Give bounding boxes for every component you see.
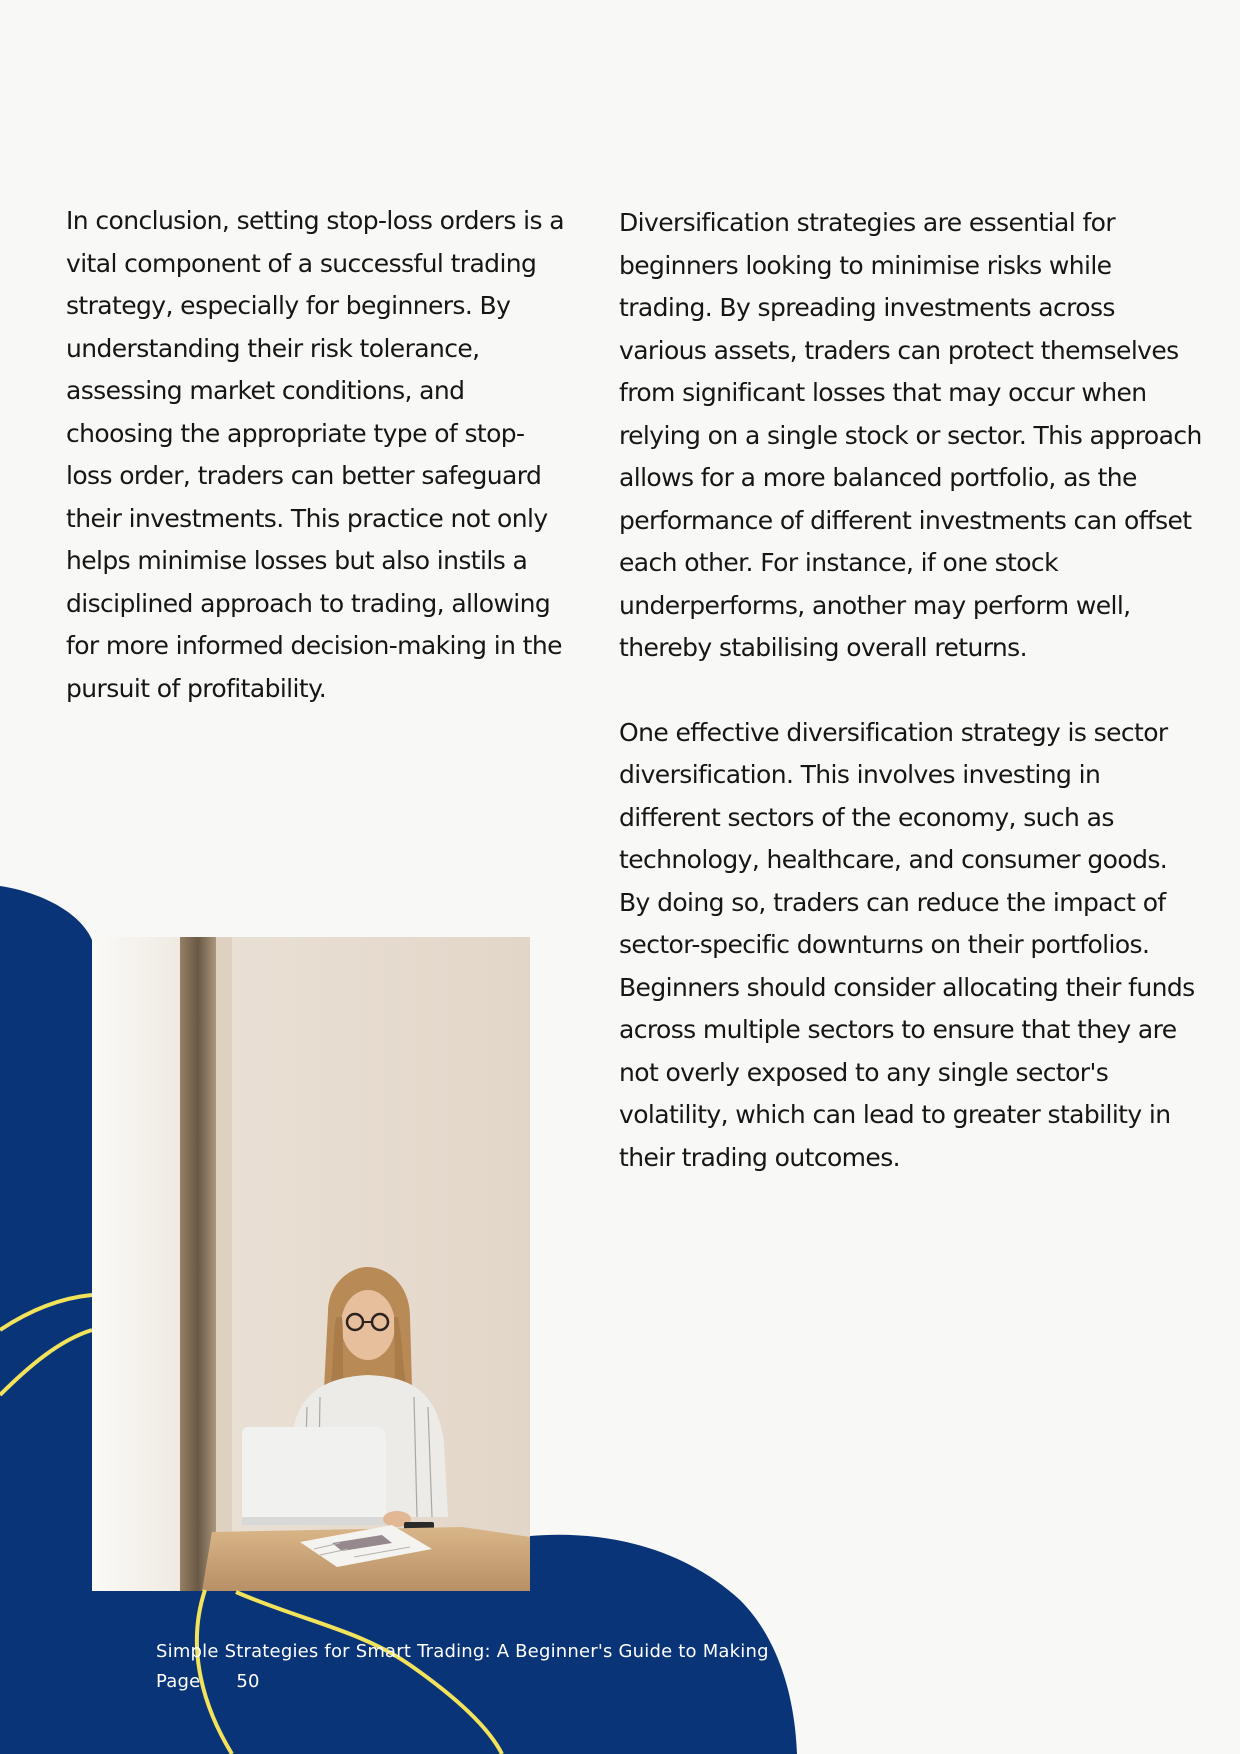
diversification-paragraph: Diversification strategies are essential for beginners looking to minimise risks while trading. By spreading investments across various assets, traders can protect themselves from significant losses that may occur when relying on a single stock or sector. This approach allows for a more balanced portfolio, as the performance of different investments can offset each other. For instance, if one stock underperforms, another may perform well, thereby stabilising overall returns. (619, 208, 1202, 662)
footer-book-title: Simple Strategies for Smart Trading: A Beginner's Guide to Making (156, 1641, 769, 1662)
footer-page-number: 50 (236, 1671, 260, 1692)
left-column (66, 200, 566, 710)
right-column (619, 202, 1204, 1179)
sector-diversification-paragraph: One effective diversification strategy is sector diversification. This involves investing in different sectors of the economy, such as technology, healthcare, and consumer goods. By doing so, traders can reduce the impact of sector-specific downturns on their portfolios. Beginners should consider allocating their funds across multiple sectors to ensure that they are not overly exposed to any single sector's volatility, which can lead to greater stability in their trading outcomes. (619, 717, 1195, 1172)
page-footer (156, 1637, 796, 1697)
footer-page-label: Page (156, 1671, 201, 1692)
footer-page-line (156, 1667, 796, 1697)
conclusion-paragraph: In conclusion, setting stop-loss orders is a vital component of a successful trading strategy, especially for beginners. By understanding their risk tolerance, assessing market conditions, and choosing the appropriate type of stop-loss order, traders can better safeguard their investments. This practice not only helps minimise losses but also instils a disciplined approach to trading, allowing for more informed decision-making in the pursuit of profitability. (66, 206, 564, 703)
woman-laptop-photo (92, 937, 530, 1591)
